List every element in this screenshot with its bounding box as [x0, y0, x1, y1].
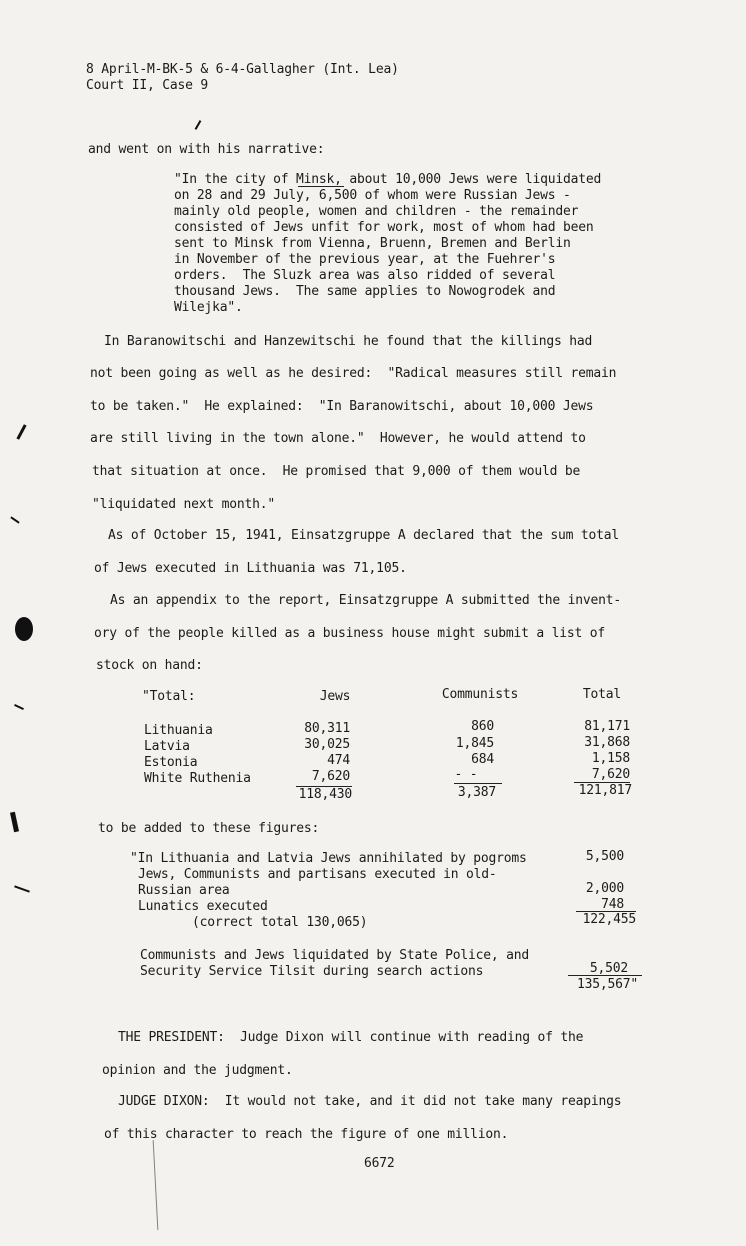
table-header-jews: Jews: [319, 689, 351, 704]
added-line-5: (correct total 130,065): [192, 915, 368, 930]
ink-speck: [195, 120, 202, 130]
para1-line-5: that situation at once. He promised that 9,000 of them would be: [92, 464, 581, 479]
dixon-line-1: JUDGE DIXON: It would not take, and it did not take many reapings: [118, 1094, 622, 1109]
ink-speck: [10, 516, 19, 523]
added-value-2: 2,000: [585, 881, 624, 896]
header-line-2: Court II, Case 9: [86, 78, 209, 93]
row-total: 81,171: [584, 719, 630, 734]
page-number: 6672: [364, 1156, 395, 1171]
para1-line-2: not been going as well as he desired: "Radical measures still remain: [90, 366, 617, 381]
added-line-4: Lunatics executed: [138, 899, 268, 914]
quote-line-9: Wilejka".: [174, 300, 243, 315]
added-line-1: "In Lithuania and Latvia Jews annihilated by pogroms: [130, 851, 527, 866]
added-value-3: 748: [601, 897, 624, 912]
intro-text: and went on with his narrative:: [88, 142, 325, 157]
para3-line-2: ory of the people killed as a business house might submit a list of: [94, 626, 605, 641]
para2-line-2: of Jews executed in Lithuania was 71,105.: [94, 561, 407, 576]
added-line-6: Communists and Jews liquidated by State Police, and: [140, 948, 529, 963]
row-name: Lithuania: [144, 723, 213, 738]
table-header-communists: Communists: [441, 687, 519, 702]
para3-line-1: As an appendix to the report, Einsatzgruppe A submitted the invent-: [110, 593, 621, 608]
scan-scratch: [153, 1140, 159, 1230]
quote-line-6: in November of the previous year, at the Fuehrer's: [174, 252, 556, 267]
minsk-underline: [298, 186, 344, 187]
para1-line-4: are still living in the town alone." However, he would attend to: [90, 431, 586, 446]
row-total: 7,620: [591, 767, 630, 782]
para1-line-6: "liquidated next month.": [92, 497, 276, 512]
row-communists: - -: [454, 767, 478, 782]
added-line-2: Jews, Communists and partisans executed in old-: [138, 867, 497, 882]
row-name: White Ruthenia: [144, 771, 251, 786]
row-jews: 7,620: [311, 769, 350, 784]
quote-line-4: consisted of Jews unfit for work, most of whom had been: [174, 220, 594, 235]
para3-line-3: stock on hand:: [96, 658, 203, 673]
ink-speck: [10, 812, 19, 833]
row-communists: 1,845: [455, 736, 494, 751]
ink-speck: [14, 885, 30, 892]
row-communists: 860: [471, 719, 494, 734]
quote-line-3: mainly old people, women and children - the remainder: [174, 204, 579, 219]
added-value-1: 5,500: [585, 849, 624, 864]
added-value-4: 122,455: [582, 912, 636, 927]
final-sum-rule: [568, 975, 642, 976]
ink-speck: [16, 424, 26, 440]
added-value-5: 5,502: [589, 961, 628, 976]
grand-total: 121,817: [578, 783, 632, 798]
ink-speck: [14, 704, 24, 710]
president-line-1: THE PRESIDENT: Judge Dixon will continue with reading of the: [118, 1030, 584, 1045]
para1-line-3: to be taken." He explained: "In Baranowitschi, about 10,000 Jews: [90, 399, 594, 414]
row-name: Estonia: [144, 755, 198, 770]
president-line-2: opinion and the judgment.: [102, 1063, 293, 1078]
dixon-line-2: of this character to reach the figure of one million.: [104, 1127, 509, 1142]
row-jews: 30,025: [304, 737, 350, 752]
added-line-7: Security Service Tilsit during search actions: [140, 964, 484, 979]
row-communists: 684: [471, 752, 494, 767]
communists-sum-rule: [454, 783, 502, 784]
quote-line-5: sent to Minsk from Vienna, Bruenn, Bremen and Berlin: [174, 236, 571, 251]
row-jews: 474: [327, 753, 350, 768]
jews-total: 118,430: [298, 787, 352, 802]
row-jews: 80,311: [304, 721, 350, 736]
table-header-label: "Total:: [142, 689, 196, 704]
added-intro: to be added to these figures:: [98, 821, 320, 836]
communists-total: 3,387: [457, 785, 496, 800]
added-value-6: 135,567": [576, 977, 638, 992]
table-header-total: Total: [582, 687, 622, 702]
quote-line-2: on 28 and 29 July, 6,500 of whom were Russian Jews -: [174, 188, 571, 203]
added-line-3: Russian area: [138, 883, 230, 898]
para1-line-1: In Baranowitschi and Hanzewitschi he found that the killings had: [104, 334, 593, 349]
para2-line-1: As of October 15, 1941, Einsatzgruppe A declared that the sum total: [108, 528, 619, 543]
row-name: Latvia: [144, 739, 190, 754]
binder-hole-mark: [15, 617, 33, 641]
quote-line-7: orders. The Sluzk area was also ridded of several: [174, 268, 556, 283]
row-total: 1,158: [591, 751, 630, 766]
quote-line-1: "In the city of Minsk, about 10,000 Jews were liquidated: [174, 172, 602, 187]
quote-line-8: thousand Jews. The same applies to Nowogrodek and: [174, 284, 556, 299]
row-total: 31,868: [584, 735, 630, 750]
header-line-1: 8 April-M-BK-5 & 6-4-Gallagher (Int. Lea): [86, 62, 399, 77]
